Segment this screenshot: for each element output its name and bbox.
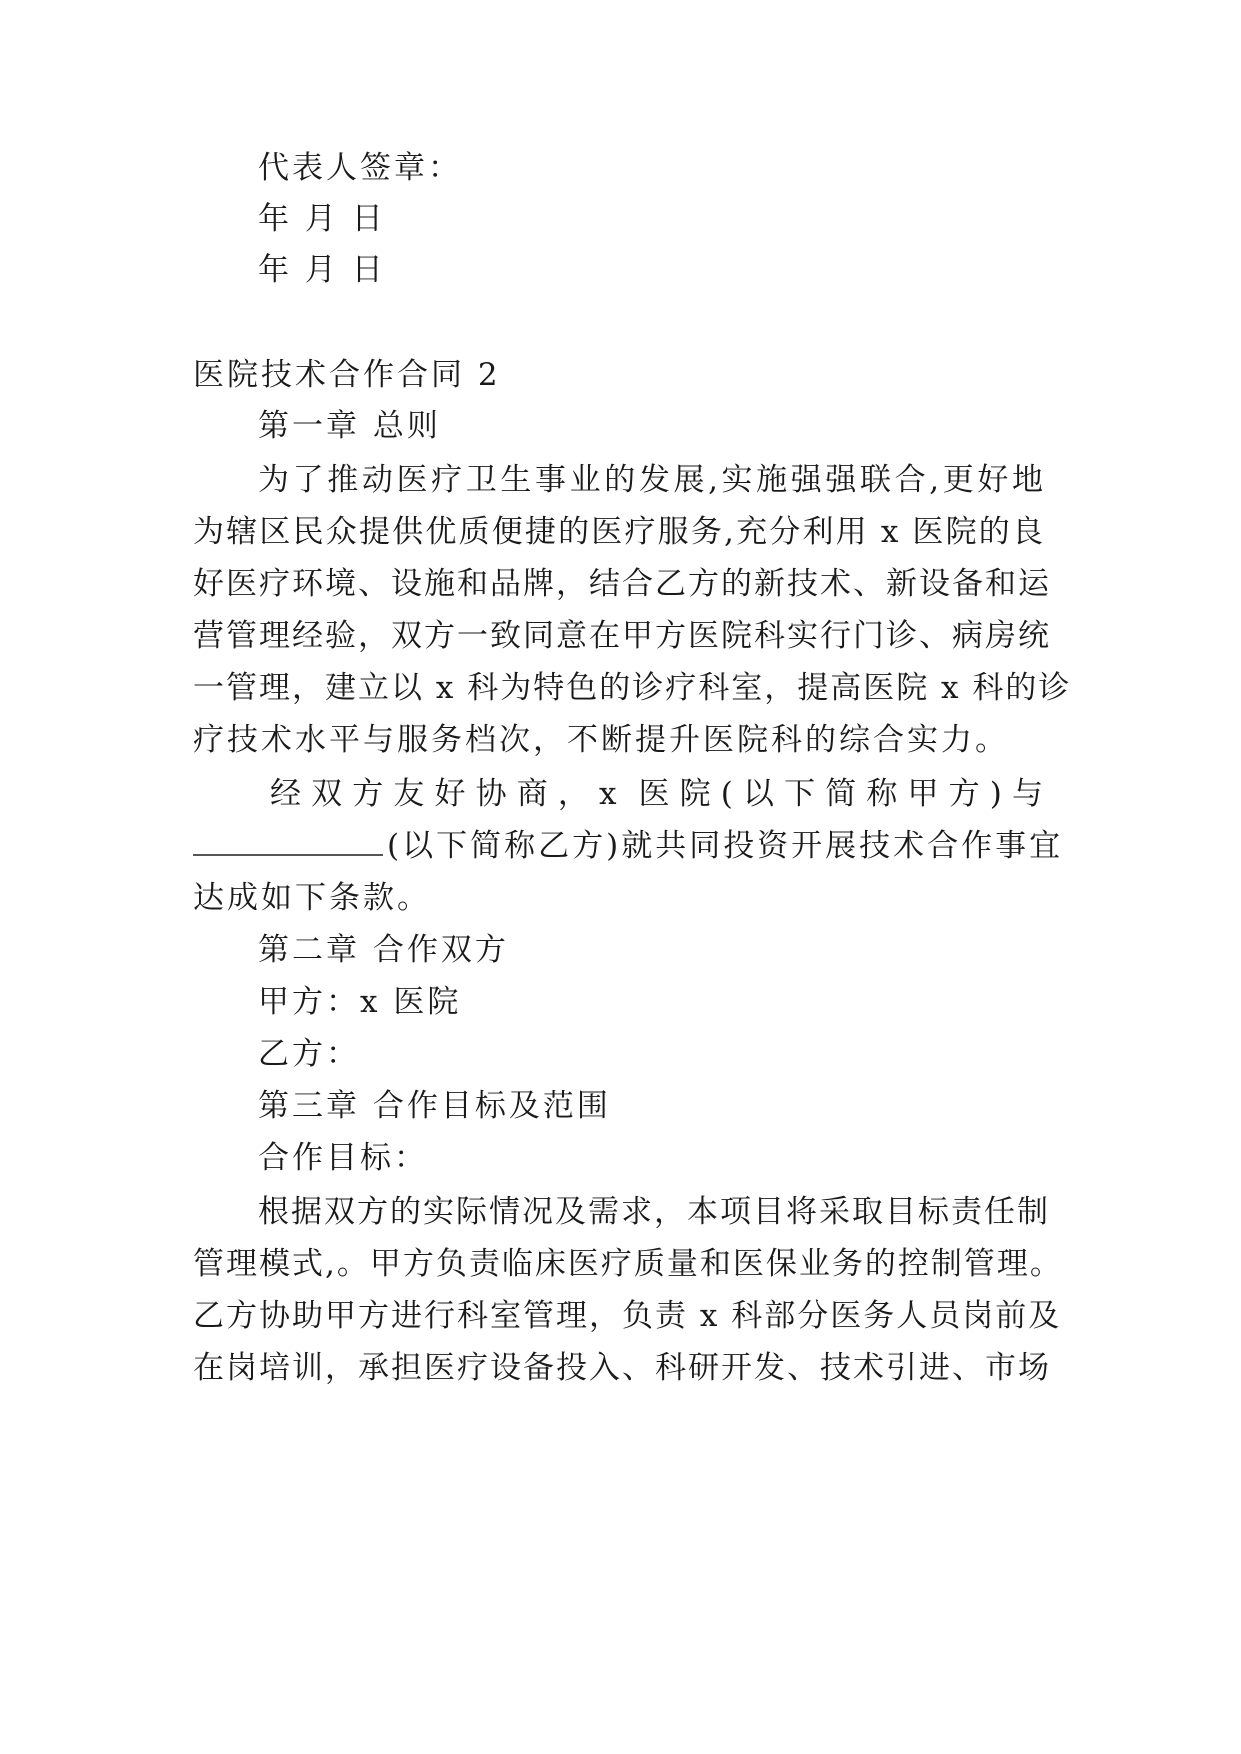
paragraph-line-text: (以下简称乙方)就共同投资开展技术合作事宜 [387,828,1064,864]
paragraph-line: 一管理，建立以 x 科为特色的诊疗科室，提高医院 x 科的诊 [193,670,1072,706]
paragraph-line: 根据双方的实际情况及需求，本项目将采取目标责任制 [258,1194,1050,1230]
chapter-1-heading: 第一章 总则 [258,408,441,444]
document-title: 医院技术合作合同 2 [193,357,501,393]
paragraph-line: 在岗培训，承担医疗设备投入、科研开发、技术引进、市场 [193,1350,1051,1386]
representative-signature-label: 代表人签章： [258,150,462,186]
chapter-2-heading: 第二章 合作双方 [258,932,509,968]
party-b: 乙方： [258,1036,360,1072]
signature-date-2: 年 月 日 [258,252,386,288]
paragraph-line: 为辖区民众提供优质便捷的医疗服务,充分利用 x 医院的良 [193,514,1045,550]
paragraph-line: 营管理经验，双方一致同意在甲方医院科实行门诊、病房统 [193,618,1051,654]
paragraph-line: 乙方协助甲方进行科室管理，负责 x 科部分医务人员岗前及 [193,1298,1062,1334]
paragraph-line-with-blank [193,826,1063,866]
paragraph-line: 达成如下条款。 [193,880,431,916]
chapter-3-heading: 第三章 合作目标及范围 [258,1088,611,1124]
signature-date-1: 年 月 日 [258,201,386,237]
goal-label: 合作目标： [258,1140,428,1176]
paragraph-line: 管理模式,。甲方负责临床医疗质量和医保业务的控制管理。 [193,1246,1063,1282]
paragraph-line: 疗技术水平与服务档次，不断提升医院科的综合实力。 [193,722,1009,758]
paragraph-line: 经双方友好协商，x 医院(以下简称甲方)与 [270,776,1045,812]
paragraph-line: 好医疗环境、设施和品牌，结合乙方的新技术、新设备和运 [193,566,1051,602]
party-a: 甲方：x 医院 [258,984,462,1020]
paragraph-line: 为了推动医疗卫生事业的发展,实施强强联合,更好地 [258,462,1045,498]
fill-in-blank [193,828,383,856]
